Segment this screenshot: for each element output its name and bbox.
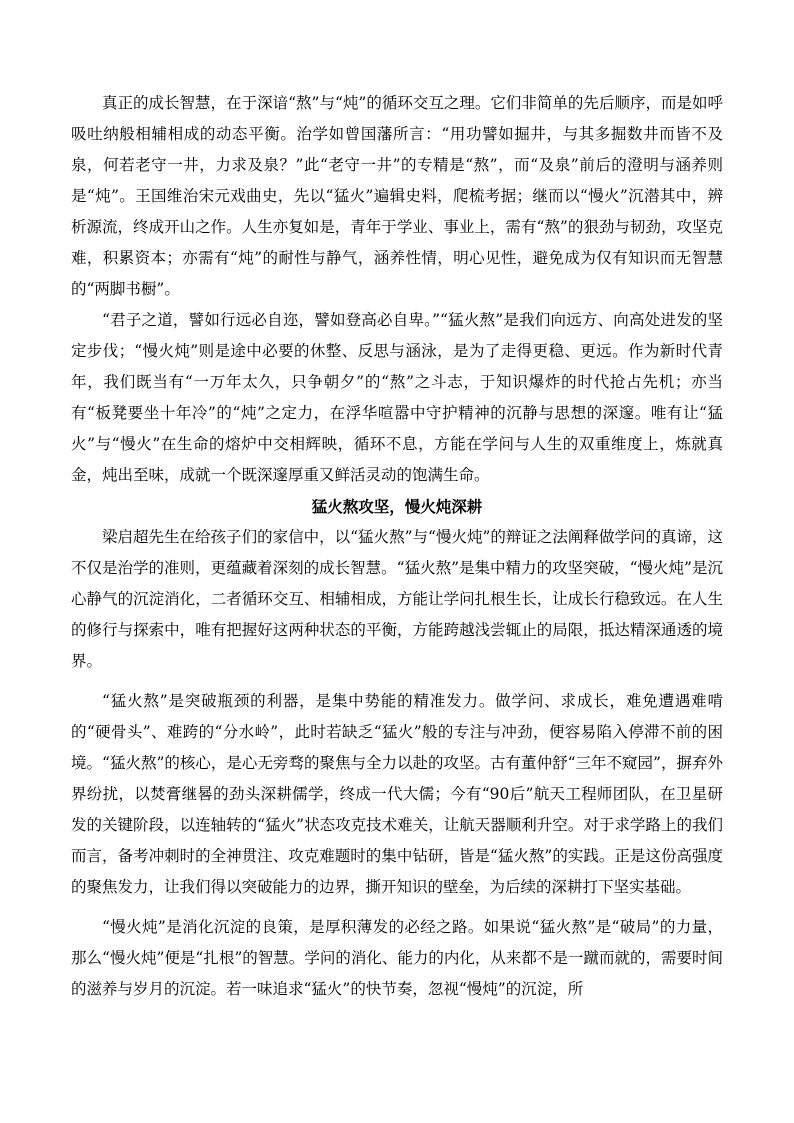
paragraph-gap	[71, 677, 723, 686]
paragraph-cycle-wisdom: 真正的成长智慧，在于深谙“熬”与“炖”的循环交互之理。它们非简单的先后顺序，而是如呼吸吐纳般相辅相成的动态平衡。治学如曾国藩所言：“用功譬如掘井，与其多掘数井而皆不及泉，何若老守一井，力求及泉？”此“老守一井”的专精是“熬”，而“及泉”前后的澄明与涵养则是“炖”。王国维治宋元戏曲史，先以“猛火”遍辑史料，爬梳考据；继而以“慢火”沉潜其中，辨析源流，终成开山之作。人生亦复如是，青年于学业、事业上，需有“熬”的狠劲与韧劲，攻坚克难，积累资本；亦需有“炖”的耐性与静气，涵养性情，明心见性，避免成为仅有知识而无智慧的“两脚书橱”。	[71, 94, 723, 298]
paragraph-junzi-dao: “君子之道，譬如行远必自迩，譬如登高必自卑。”“猛火熬”是我们向远方、向高处进发的坚定步伐；“慢火炖”则是途中必要的休整、反思与涵泳，是为了走得更稳、更远。作为新时代青年，我们既当有“一万年太久，只争朝夕”的“熬”之斗志，于知识爆炸的时代抢占先机；亦当有“板凳要坐十年冷”的“炖”之定力，在浮华喧嚣中守护精神的沉静与思想的深邃。唯有让“猛火”与“慢火”在生命的熔炉中交相辉映，循环不息，方能在学问与人生的双重维度上，炼就真金，炖出至味，成就一个既深邃厚重又鲜活灵动的饱满生命。	[71, 311, 723, 484]
paragraph-liang-qichao: 梁启超先生在给孩子们的家信中，以“猛火熬”与“慢火炖”的辩证之法阐释做学问的真谛，这不仅是治学的准则，更蕴藏着深刻的成长智慧。“猛火熬”是集中精力的攻坚突破，“慢火炖”是沉心静气的沉淀消化，二者循环交互、相辅相成，方能让学问扎根生长，让成长行稳致远。在人生的修行与探索中，唯有把握好这两种状态的平衡，方能跨越浅尝辄止的局限，抵达精深通透的境界。	[71, 528, 723, 670]
paragraph-strong-fire: “猛火熬”是突破瓶颈的利器，是集中势能的精准发力。做学问、求成长，难免遭遇难啃的“硬骨头”、难跨的“分水岭”，此时若缺乏“猛火”般的专注与冲劲，便容易陷入停滞不前的困境。“猛火熬”的核心，是心无旁骛的聚焦与全力以赴的攻坚。古有董仲舒“三年不窥园”，摒弃外界纷扰，以焚膏继晷的劲头深耕儒学，终成一代大儒；今有“90后”航天工程师团队，在卫星研发的关键阶段，以连轴转的“猛火”状态攻克技术难关，让航天器顺利升空。对于求学路上的我们而言，备考冲刺时的全神贯注、攻克难题时的集中钻研，皆是“猛火熬”的实践。正是这份高强度的聚焦发力，让我们得以突破能力的边界，撕开知识的壁垒，为后续的深耕打下坚实基础。	[71, 692, 723, 896]
document-page	[71, 88, 723, 1005]
paragraph-slow-fire: “慢火炖”是消化沉淀的良策，是厚积薄发的必经之路。如果说“猛火熬”是“破局”的力量，那么“慢火炖”便是“扎根”的智慧。学问的消化、能力的内化，从来都不是一蹴而就的，需要时间的滋养与岁月的沉淀。若一味追求“猛火”的快节奏，忽视“慢炖”的沉淀，所	[71, 918, 723, 998]
section-heading: 猛火熬攻坚，慢火炖深耕	[311, 497, 483, 516]
paragraph-gap	[71, 903, 723, 912]
